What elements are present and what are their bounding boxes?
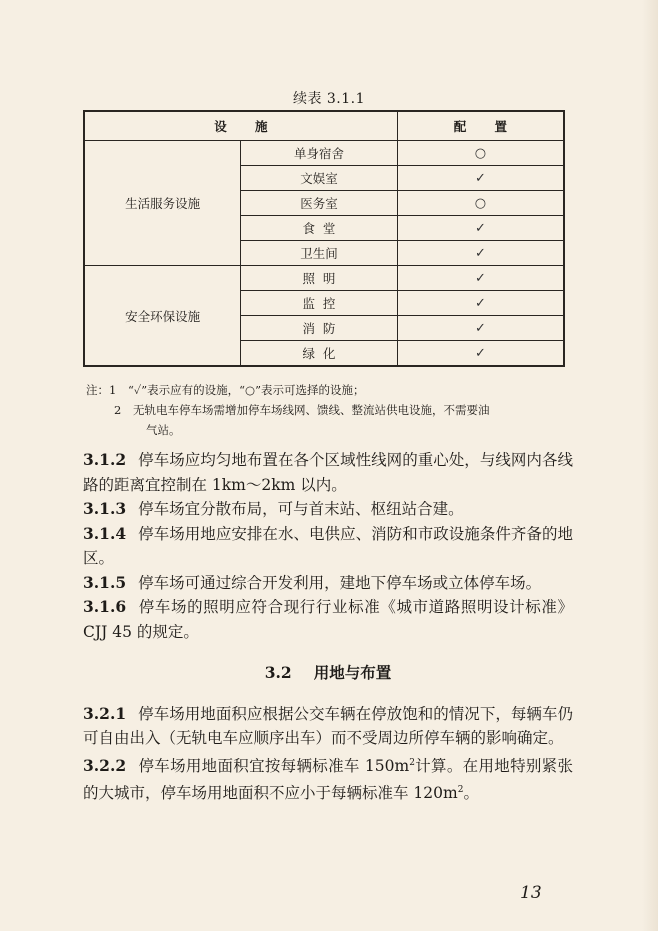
table-row <box>84 266 564 291</box>
body-text <box>83 448 573 806</box>
clause-number: 3.1.3 <box>83 499 127 518</box>
clause-paragraph <box>83 595 573 644</box>
facility-configuration-table <box>83 110 565 367</box>
clause-paragraph <box>83 448 573 497</box>
clause-number: 3.1.4 <box>83 523 127 543</box>
clause-number: 3.1.2 <box>83 450 127 469</box>
mark-cell: ○ <box>397 191 564 216</box>
clause-text: 停车场应均匀地布置在各个区域性线网的重心处，与线网内各线路的距离宜控制在 1km～2km 以内。 <box>83 451 573 494</box>
clause-number: 3.2.2 <box>83 755 127 775</box>
note-2-continuation: 气站。 <box>146 423 181 437</box>
clause-text-b: 计算。在用地特别紧张的大城市，停车场用地面积不应小于每辆标准车 120m <box>83 756 573 803</box>
item-cell: 文娱室 <box>241 166 398 191</box>
item-cell: 卫生间 <box>241 241 398 266</box>
clause-text-c: 。 <box>463 784 479 803</box>
category-cell: 安全环保设施 <box>84 266 241 367</box>
item-cell: 绿 化 <box>241 341 398 367</box>
item-cell: 照 明 <box>241 266 398 291</box>
item-cell: 医务室 <box>241 191 398 216</box>
clause-paragraph <box>83 702 573 751</box>
page-number: 13 <box>520 883 542 903</box>
clause-text: 停车场用地应安排在水、电供应、消防和市政设施条件齐备的地区。 <box>83 524 573 567</box>
header-config: 配 置 <box>397 111 564 141</box>
note-label: 注：1 <box>86 383 117 397</box>
table-row <box>84 141 564 166</box>
section-number: 3.2 <box>264 663 292 682</box>
mark-cell: ○ <box>397 141 564 166</box>
mark-cell: ✓ <box>397 316 564 341</box>
clause-paragraph <box>83 571 573 596</box>
clause-number: 3.2.1 <box>83 703 127 723</box>
category-cell: 生活服务设施 <box>84 141 241 266</box>
clause-number: 3.1.6 <box>83 597 127 616</box>
section-title: 用地与布置 <box>313 663 392 682</box>
mark-cell: ✓ <box>397 291 564 316</box>
clause-paragraph <box>83 751 573 806</box>
item-cell: 单身宿舍 <box>241 141 398 166</box>
clause-text-a: 停车场用地面积宜按每辆标准车 150m <box>138 756 410 775</box>
clause-number: 3.1.5 <box>83 572 127 592</box>
table-header-row <box>84 111 564 141</box>
mark-cell: ✓ <box>397 341 564 367</box>
note-2-text: 无轨电车停车场需增加停车场线网、馈线、整流站供电设施，不需要油 <box>132 403 490 417</box>
mark-cell: ✓ <box>397 216 564 241</box>
item-cell: 消 防 <box>241 316 398 341</box>
mark-cell: ✓ <box>397 266 564 291</box>
note-2-number: 2 <box>114 403 122 417</box>
note-1 <box>86 380 576 400</box>
clause-text: 停车场用地面积应根据公交车辆在停放饱和的情况下，每辆车仍可自由出入（无轨电车应顺序出车）而不受周边所停车辆的影响确定。 <box>83 704 573 747</box>
table-notes <box>86 380 576 440</box>
table-caption: 续表 3.1.1 <box>292 91 366 107</box>
section-heading <box>83 661 573 686</box>
item-cell: 食 堂 <box>241 216 398 241</box>
note-2 <box>86 400 576 420</box>
superscript: 2 <box>409 757 415 768</box>
clause-text: 停车场可通过综合开发利用，建地下停车场或立体停车场。 <box>138 573 542 592</box>
clause-text: 停车场的照明应符合现行行业标准《城市道路照明设计标准》CJJ 45 的规定。 <box>83 598 573 641</box>
item-cell: 监 控 <box>241 291 398 316</box>
mark-cell: ✓ <box>397 166 564 191</box>
page-edge-shadow <box>642 0 658 931</box>
clause-paragraph <box>83 497 573 522</box>
mark-cell: ✓ <box>397 241 564 266</box>
header-facility: 设 施 <box>84 111 397 141</box>
superscript: 2 <box>457 785 464 796</box>
note-1-text: “✓”表示应有的设施，“○”表示可选择的设施； <box>127 383 365 397</box>
clause-paragraph <box>83 522 573 571</box>
clause-text: 停车场宜分散布局，可与首末站、枢纽站合建。 <box>138 500 464 518</box>
